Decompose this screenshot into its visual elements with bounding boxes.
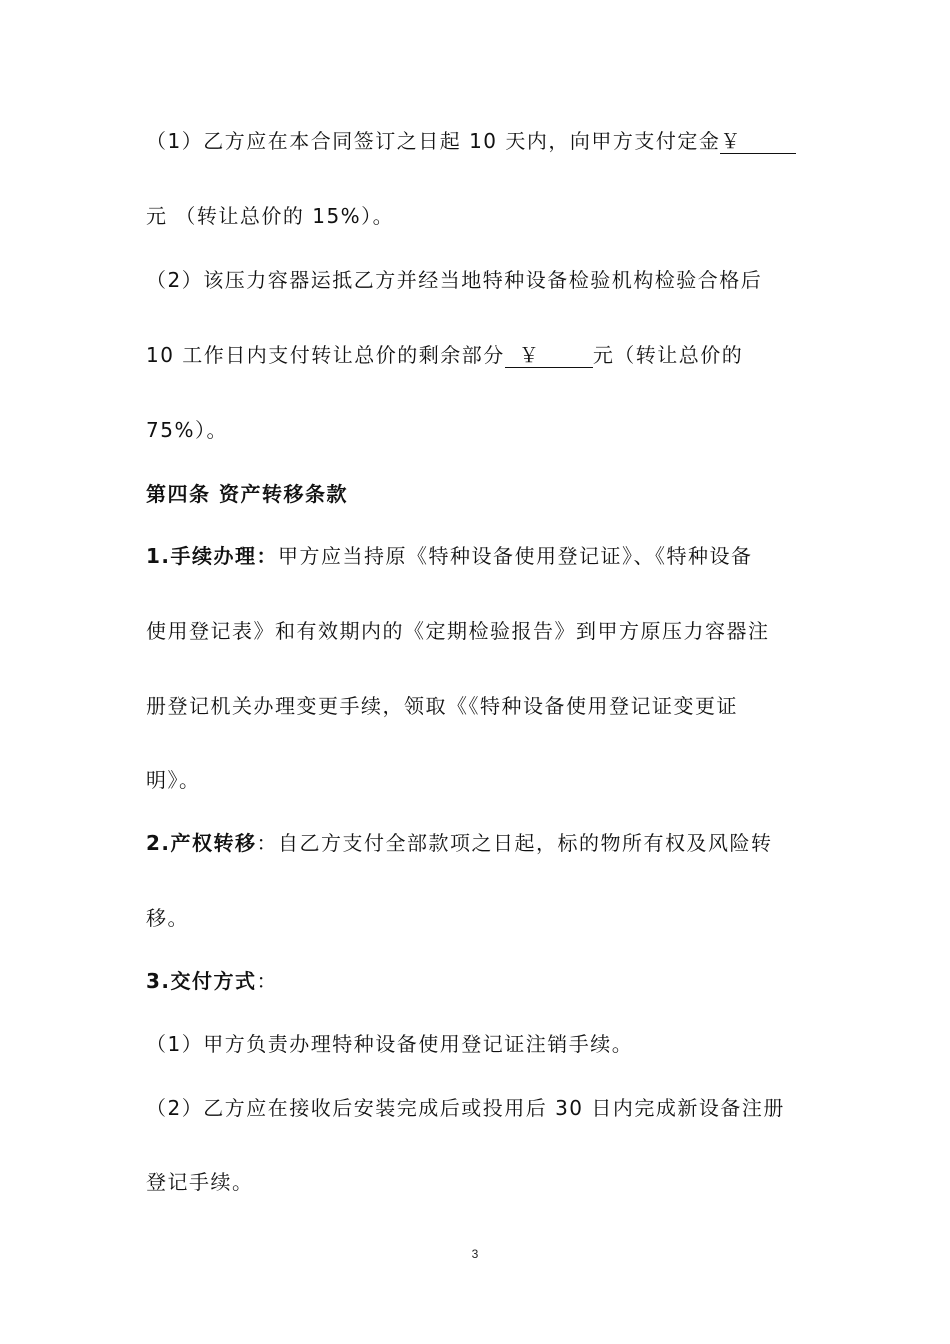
payment-item-1-text: （1）乙方应在本合同签订之日起 10 天内，向甲方支付定金 <box>146 129 721 153</box>
clause-3-label: 3.交付方式 <box>146 969 257 993</box>
clause-1-line-4: 明》。 <box>146 768 201 792</box>
clause-1-label: 1.手续办理： <box>146 544 279 568</box>
payment-item-2-line-1: （2）该压力容器运抵乙方并经当地特种设备检验机构检验合格后 <box>146 268 763 292</box>
yen-sign: ￥ <box>518 343 541 367</box>
payment-item-2-percent-label: 元（转让总价的 <box>592 343 744 367</box>
page-number: 3 <box>471 1247 479 1261</box>
payment-item-2-amount-blank <box>505 343 593 368</box>
clause-1-text: 甲方应当持原《特种设备使用登记证》、《特种设备 <box>278 544 753 568</box>
clause-1-line-1 <box>146 542 811 570</box>
clause-2-label: 2.产权转移 <box>146 831 257 855</box>
clause-3-colon: ： <box>256 969 279 993</box>
clause-2-line-2: 移。 <box>146 906 189 930</box>
payment-item-2-line-2 <box>146 341 811 369</box>
payment-item-1-amount-blank <box>720 129 796 154</box>
clause-3-item-2-line-1: （2）乙方应在接收后安装完成后或投用后 30 日内完成新设备注册 <box>146 1096 785 1120</box>
clause-3-item-1: （1）甲方负责办理特种设备使用登记证注销手续。 <box>146 1032 634 1056</box>
yen-sign: ￥ <box>720 129 742 153</box>
payment-item-2-line-3: 75%）。 <box>146 418 228 442</box>
article-4-heading: 第四条 资产转移条款 <box>146 482 348 506</box>
clause-2-text: ：自乙方支付全部款项之日起，标的物所有权及风险转 <box>256 831 773 855</box>
clause-1-line-2: 使用登记表》和有效期内的《定期检验报告》到甲方原压力容器注 <box>146 619 770 643</box>
payment-item-2-text: 10 工作日内支付转让总价的剩余部分 <box>146 343 505 367</box>
payment-item-1-line-1 <box>146 127 811 155</box>
clause-3-item-2-line-2: 登记手续。 <box>146 1170 254 1194</box>
payment-item-1-line-2: 元 （转让总价的 15%）。 <box>146 204 395 228</box>
clause-3-heading <box>146 967 811 995</box>
clause-1-line-3: 册登记机关办理变更手续，领取《《特种设备使用登记证变更证 <box>146 694 738 718</box>
clause-2-line-1 <box>146 829 811 857</box>
